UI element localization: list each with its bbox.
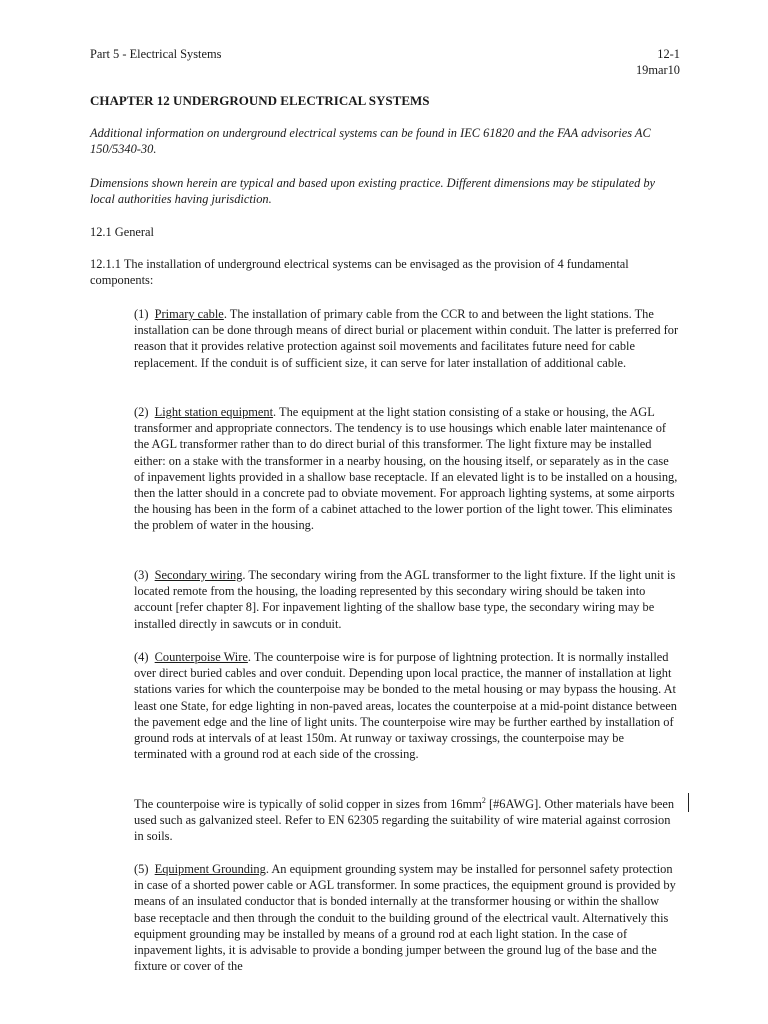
clause-12-1-1: 12.1.1 The installation of underground electrical systems can be envisaged as the provision of 4 fundamental components: xyxy=(90,257,629,288)
item-text: . The installation of primary cable from the CCR to and between the light stations. The installation can be done through means of direct burial or placement within conduit. The latter is preferred for reason that it provides relative protection against soil movements and facilitates future need for cable replacement. If the conduit is of sufficient size, it can serve for later installation of additional cable. xyxy=(134,307,679,370)
item-number: (3) xyxy=(134,568,149,582)
page-header xyxy=(90,46,680,76)
item-term: Equipment Grounding xyxy=(154,862,266,876)
list-item-secondary-wiring xyxy=(134,567,680,632)
note-text-before: The counterpoise wire is typically of solid copper in sizes from 16mm xyxy=(134,797,482,811)
page-number: 12-1 xyxy=(657,47,680,61)
note-text-after: [#6AWG]. Other materials have been used such as galvanized steel. Refer to EN 62305 regarding the suitability of wire material against corrosion in soils. xyxy=(134,797,675,844)
counterpoise-material-note xyxy=(134,796,680,845)
superscript-2: 2 xyxy=(481,795,486,805)
item-number: (5) xyxy=(134,862,149,876)
item-number: (1) xyxy=(134,307,149,321)
intro-paragraph-1: Additional information on underground electrical systems can be found in IEC 61820 and the FAA advisories AC 150/5340-30. xyxy=(90,126,651,157)
list-item-counterpoise-wire xyxy=(134,649,680,762)
intro-paragraph-2: Dimensions shown herein are typical and based upon existing practice. Different dimensions may be stipulated by local authorities having jurisdiction. xyxy=(90,176,656,207)
item-number: (2) xyxy=(134,405,149,419)
item-text: . The secondary wiring from the AGL transformer to the light fixture. If the light unit is located remote from the housing, the loading represented by this secondary wiring should be taken into account [refer chapter 8]. For inpavement lighting of the shallow base type, the secondary wiring may be installed directly in sawcuts or in conduit. xyxy=(134,568,676,631)
item-text: . An equipment grounding system may be installed for personnel safety protection in case of a shorted power cable or AGL transformer. In some practices, the equipment ground is provided by means of an insulated conductor that is bonded internally at the transformer housing or within the shallow base receptacle and then through the conduit to the building ground of the electrical vault. Alternatively this equipment grounding may be installed by means of a ground rod at each light station. In the case of inpavement lights, it is advisable to provide a bonding jumper between the ground lug of the base and the fixture or cover of the xyxy=(134,862,676,974)
header-part-title: Part 5 - Electrical Systems xyxy=(90,47,222,61)
item-term: Primary cable xyxy=(154,307,224,321)
item-term: Counterpoise Wire xyxy=(154,650,248,664)
list-item-equipment-grounding xyxy=(134,861,680,974)
header-page-info xyxy=(636,46,680,78)
section-heading: 12.1 General xyxy=(90,225,154,239)
chapter-title: CHAPTER 12 UNDERGROUND ELECTRICAL SYSTEMS xyxy=(90,93,430,108)
item-term: Light station equipment xyxy=(154,405,274,419)
item-text: . The equipment at the light station consisting of a stake or housing, the AGL transformer and appropriate connectors. The tendency is to use housings which enable later maintenance of the AGL transformer rather than to do direct burial of this transformer. The light fixture may be installed either: on a stake with the transformer in a nearby housing, on the housing itself, or separately as in the case of inpavement lights provided in a shallow base receptacle. If an elevated light is to be installed on a housing, then the latter should in a concrete pad to obviate movement. For approach lighting systems, at some airports the housing has been in the form of a cabinet attached to the lower portion of the light tower. This eliminates the problem of water in the housing. xyxy=(134,405,678,533)
revision-date: 19mar10 xyxy=(635,63,680,78)
list-item-primary-cable xyxy=(134,306,680,371)
change-bar xyxy=(688,793,689,812)
item-number: (4) xyxy=(134,650,149,664)
list-item-light-station-equipment xyxy=(134,404,680,534)
item-text: . The counterpoise wire is for purpose of lightning protection. It is normally installed over direct buried cables and over conduit. Depending upon local practice, the manner of installation at light stations varies for which the counterpoise may be bonded to the metal housing or may bypass the housing. At least one State, for edge lighting in non-paved areas, locates the counterpoise at a mid-point distance between the pavement edge and the line of light units. The counterpoise wire may be further earthed by installation of ground rods at intervals of at least 150m. At runway or taxiway crossings, the counterpoise may be terminated with a ground rod at each side of the crossing. xyxy=(134,650,677,762)
item-term: Secondary wiring xyxy=(154,568,243,582)
